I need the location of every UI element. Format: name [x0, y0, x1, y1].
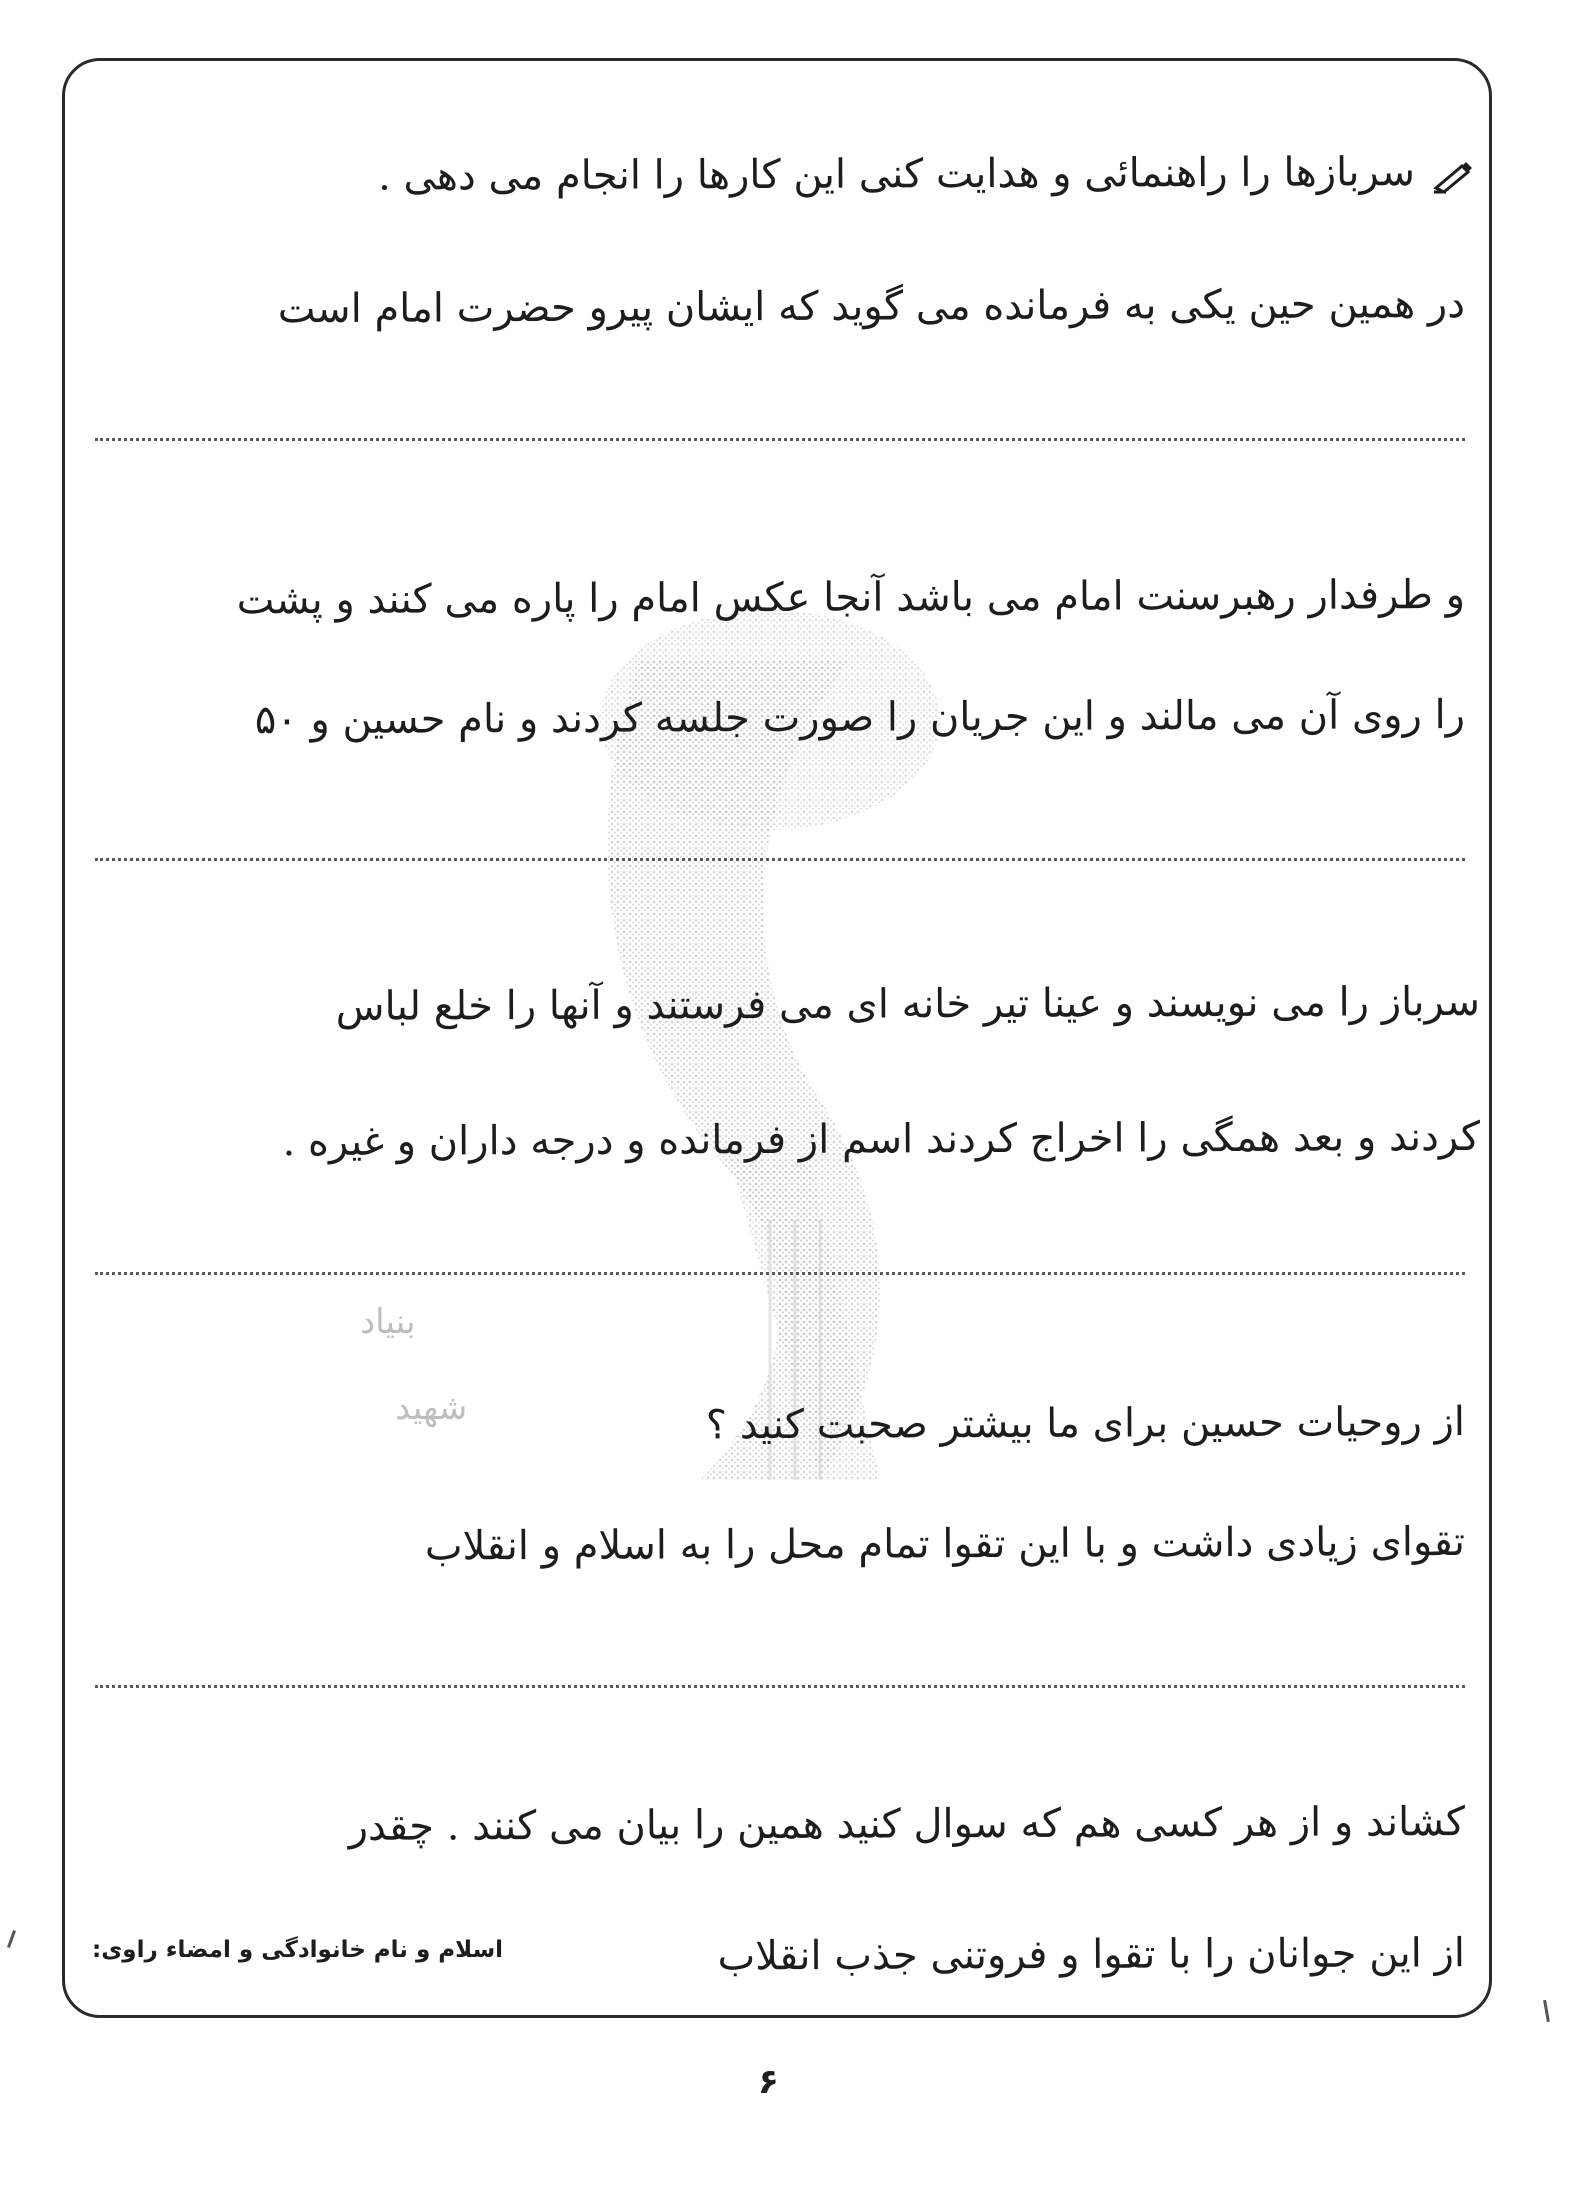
- text-line-10: از این جوانان را با تقوا و فروتنی جذب انقلاب: [717, 1930, 1466, 1980]
- watermark-word-2: شهید: [395, 1388, 468, 1428]
- dotted-rule: [95, 858, 1465, 861]
- narrator-signature-label: اسلام و نام خانوادگی و امضاء راوی:: [92, 1937, 504, 1963]
- text-line-9: کشاند و از هر کسی هم که سوال کنید همین را بیان می کنند . چقدر: [348, 1799, 1466, 1850]
- dotted-rule: [95, 1272, 1465, 1275]
- scan-mark: [1543, 2000, 1550, 2022]
- dotted-rule: [95, 438, 1465, 441]
- text-line-1: سربازها را راهنمائی و هدایت کنی این کارها را انجام می دهی .: [377, 149, 1416, 200]
- dotted-rule: [95, 1685, 1465, 1688]
- text-line-5: سرباز را می نویسند و عینا تیر خانه ای می فرستند و آنها را خلع لباس: [335, 978, 1481, 1030]
- scan-mark: [7, 1930, 16, 1948]
- page-number: ۶: [758, 2062, 779, 2102]
- watermark-word-1: بنیاد: [360, 1302, 416, 1342]
- text-line-7: از روحیات حسین برای ما بیشتر صحبت کنید ؟: [705, 1399, 1466, 1449]
- text-line-2: در همین حین یکی به فرمانده می گوید که ایشان پیرو حضرت امام است: [277, 281, 1466, 333]
- text-line-8: تقوای زیادی داشت و با این تقوا تمام محل را به اسلام و انقلاب: [424, 1519, 1466, 1570]
- text-line-4: را روی آن می مالند و این جریان را صورت جلسه کردند و نام حسین و ۵۰: [254, 692, 1466, 744]
- text-line-3: و طرفدار رهبرسنت امام می باشد آنجا عکس امام را پاره می کنند و پشت: [236, 572, 1466, 624]
- writing-hand-icon: [1432, 158, 1474, 194]
- text-line-6: کردند و بعد همگی را اخراج کردند اسم از فرمانده و درجه داران و غیره .: [282, 1113, 1481, 1166]
